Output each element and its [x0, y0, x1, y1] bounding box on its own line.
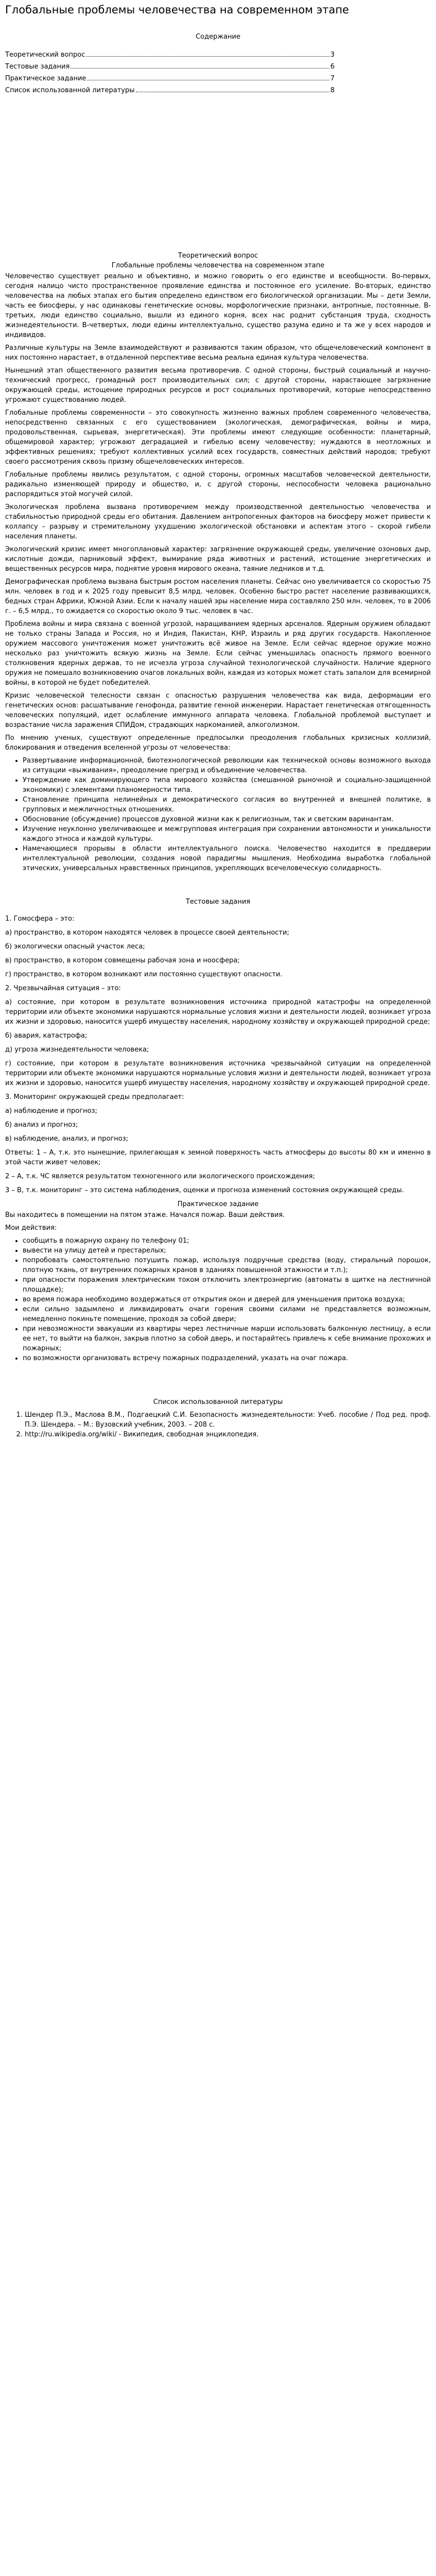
theory-subheading: Глобальные проблемы человечества на современном этапе [111, 262, 325, 269]
test-option: г) состояние, при котором в результате возникновения источника чрезвычайной ситуации на определенной территории или объекте экономики нарушаются нормальные условия жизни и деятельности людей, возникает угроза их жизни и здоровью, наносится ущерб имуществу населения, народному хозяйству и окружающей природной среде. [5, 1060, 431, 1087]
theory-paragraph: Демографическая проблема вызвана быстрым ростом населения планеты. Сейчас оно увеличивается со скоростью 75 млн. человек в год и к 2025 году превысит 8,5 млрд. человек. Особенно быстро растет население развивающихся, бедных стран Африки, Южной Азии. Если к началу нашей эры население мира составляло 250 млн. человек, то в 2006 г. – 6,5 млрд., то ожидается со скоростью около 9 тыс. человек в час. [5, 578, 431, 615]
test-answer: 3 – В, т.к. мониторинг – это система наблюдения, оценки и прогноза изменений состояния окружающей среды. [5, 1187, 404, 1194]
theory-paragraph: Различные культуры на Земле взаимодействуют и развиваются таким образом, что общечеловеческий компонент в них постоянно нарастает, в отдаленной перспективе весьма реальна единая культура человечества. [5, 344, 431, 362]
toc-item[interactable] [5, 73, 335, 84]
practice-intro: Вы находитесь в помещении на пятом этаже. Начался пожар. Ваши действия. [5, 1211, 285, 1219]
test-option: а) пространство, в котором находятся человек в процессе своей деятельности; [5, 929, 289, 937]
test-question: 2. Чрезвычайная ситуация – это: [5, 985, 121, 992]
toc-leader-dots [71, 67, 329, 69]
theory-paragraph: Глобальные проблемы явились результатом, с одной стороны, огромных масштабов человеческой деятельности, радикально изменяющей природу и общество, и, с другой стороны, неспособности человека рационально распорядиться этой могучей силой. [5, 471, 431, 498]
theory-bullet-list [5, 756, 431, 873]
toc-item[interactable] [5, 84, 335, 96]
practice-intro: Мои действия: [5, 1224, 57, 1232]
table-of-contents [5, 32, 431, 96]
theory-paragraph: Кризис человеческой телесности связан с опасностью разрушения человечества как вида, деформации его генетических основ: расшатывание генофонда, развитие генной инженерии. Нарастает генетическая отягощенность человеческих популяций, идет ослабление иммунного аппарата человека. Глобальной проблемой выступает и возрастание числа заражения СПИДом, страдающих наркоманией, алкоголизмом. [5, 692, 431, 729]
test-option: г) пространство, в котором возникают или постоянно существуют опасности. [5, 971, 283, 978]
theory-paragraph: Глобальные проблемы современности – это совокупность жизненно важных проблем современного человечества, непосредственно связанных с его существованием (экологическая, демографическая, войны и мира, продовольственная, сырьевая, энергетическая). Эти проблемы имеют следующие особенности: планетарный, общемировой характер; угрожают деградацией и гибелью всему человечеству; нуждаются в неотложных и эффективных решениях; требуют коллективных усилий всех государств, совместных действий народов; требуют своего рассмотрения сквозь призму общечеловеческих интересов. [5, 409, 431, 466]
tests-section [5, 897, 431, 1195]
list-item: • Становление принципа нелинейных и демократического согласия во внутренней и внешней политике, в групповых и межличностных отношениях. [23, 795, 431, 815]
test-option: в) наблюдение, анализ, и прогноз; [5, 1135, 129, 1143]
list-item[interactable]: 2. http://ru.wikipedia.org/wiki/ - Википедия, свободная энциклопедия. [25, 1430, 431, 1439]
list-item: • Развертывание информационной, биотехнологической революции как технической основы возможного выхода из ситуации «выживания», преодоление прегрэд и объединение человечества. [23, 756, 431, 775]
toc-heading: Содержание [196, 33, 240, 41]
toc-item-label[interactable]: Теоретический вопрос [5, 51, 85, 59]
theory-paragraph: Экологический кризис имеет многоплановый характер: загрязнение окружающей среды, увеличение озоновых дыр, кислотные дожди, парниковый эффект, вымирание ряда животных и растений, истощение энергетических и вещественных ресурсов мира, поднятие уровня мирового океана, таяние ледников и т.д. [5, 546, 431, 573]
test-option: б) анализ и прогноз; [5, 1121, 78, 1129]
test-option: в) пространство, в котором совмещены рабочая зона и ноосфера; [5, 957, 240, 964]
list-item: 1. Шендер П.Э., Маслова В.М., Подгаецкий С.И. Безопасность жизнедеятельности: Учеб. пособие / Под ред. проф. П.Э. Шендера. – М.: Вузовский учебник, 2003. – 208 с. [25, 1410, 431, 1430]
literature-heading: Список использованной литературы [153, 1398, 283, 1406]
theory-paragraph: Нынешний этап общественного развития весьма противоречив. С одной стороны, быстрый социальный и научно-технический прогресс, громадный рост производительных сил; с другой стороны, нарастающее загрязнение окружающей среды, истощение природных ресурсов и рост социальных противоречий, которые непосредственно угрожают существованию людей. [5, 367, 431, 404]
test-answer: 2 – А, т.к. ЧС является результатом техногенного или экологического происхождения; [5, 1173, 315, 1180]
toc-leader-dots [136, 91, 329, 92]
test-question: 3. Мониторинг окружающей среды предполагает: [5, 1093, 184, 1101]
test-option: д) угроза жизнедеятельности человека; [5, 1046, 149, 1054]
toc-item-page: 3 [330, 51, 335, 59]
list-item: • при невозможности эвакуации из квартиры через лестничные марши использовать балконную лестницу, а если ее нет, то выйти на балкон, закрыв плотно за собой дверь, и постарайтесь привлечь к себе внимание прохожих и пожарных; [23, 1324, 431, 1353]
toc-item-page: 6 [330, 63, 335, 71]
theory-paragraph: Проблема войны и мира связана с военной угрозой, наращиванием ядерных арсеналов. Ядерным оружием обладают не только страны Запада и Россия, но и Индия, Пакистан, КНР, Израиль и ряд других государств. Накопленное оружием массового уничтожения может уничтожить всё живое на Земле. Если сейчас ядерное оружие можно несколько раз уничтожить всякую жизнь на Земле. Если сейчас уменьшилась опасность прямого военного столкновения ядерных держав, то не исчезла угроза случайной технологической случайности. Наличие ядерного оружия не помешало возникновению очагов локальных войн, каждая из которых может стать запалом для всемирной войны, в которой не будет победителей. [5, 620, 431, 687]
list-item: • если сильно задымлено и ликвидировать очаги горения своими силами не представляется возможным, немедленно покиньте помещение, проходя за собой двери; [23, 1304, 431, 1324]
theory-paragraph: Экологическая проблема вызвана противоречием между производственной деятельностью человечества и стабильностью природной среды его обитания. Давлением антропогенных факторов на биосферу может привести к коллапсу – разрыву и стремительному ухудшению экологической обстановки и аспектам этого – скорой гибели населения планеты. [5, 503, 431, 540]
toc-list [5, 49, 335, 96]
toc-item-label[interactable]: Список использованной литературы [5, 87, 135, 94]
toc-leader-dots [87, 79, 329, 80]
test-option: а) наблюдение и прогноз; [5, 1107, 97, 1115]
practice-heading: Практическое задание [177, 1200, 259, 1208]
tests-heading: Тестовые задания [185, 898, 251, 906]
test-option: б) авария, катастрофа; [5, 1032, 88, 1040]
list-item: • Утверждение как доминирующего типа мирового хозяйства (смешанной рыночной и социально-защищенной экономики) с элементами планомерности типа. [23, 775, 431, 795]
toc-item[interactable] [5, 61, 335, 73]
page-break-space [5, 96, 431, 251]
theory-paragraph: По мнению ученых, существуют определенные предпосылки преодоления глобальных кризисных коллизий, блокирования и отведения вселенной угрозы от человечества: [5, 734, 431, 752]
theory-section [5, 251, 431, 873]
practice-action-list [5, 1236, 431, 1363]
list-item: • Обоснование (обсуждение) процессов духовной жизни как к религиозным, так и светским варинантам. [23, 815, 431, 824]
toc-leader-dots [86, 56, 329, 57]
literature-section [5, 1397, 431, 1439]
test-option: а) состояние, при котором в результате возникновения источника природной катастрофы на определенной территории или объекте экономики нарушаются нормальные условия жизни и деятельности людей, возникает угроза их жизни и здоровью, наносится ущерб имуществу населения, народному хозяйству и окружающей природной среде; [5, 998, 431, 1026]
list-item: • вывести на улицу детей и престарелых; [23, 1246, 431, 1256]
theory-paragraph: Человечество существует реально и объективно, и можно говорить о его единстве и всеобщности. Во-первых, сегодня налицо чисто пространственное проявление единства и постоянное его усиление. Во-вторых, единство человечества на любых этапах его бытия определено единством его биологической организации. Мы – дети Земли, часть ее биосферы, у нас одинаковы генетические основы, морфологические признаки, антропные, постоянные. В-третьих, люди единство социально, вышли из единого корня, всех нас роднит субстанция труда, сходность жизнедеятельности. В-четвертых, люди едины интеллектуально, существо разума едино и та же у всех народов и индивидов. [5, 273, 431, 339]
test-question: 1. Гомосфера – это: [5, 915, 75, 923]
toc-item-label[interactable]: Практическое задание [5, 75, 86, 82]
list-item: • попробовать самостоятельно потушить пожар, используя подручные средства (воду, стиральный порошок, плотную ткань, от внутренних пожарных кранов в зданиях повышенной этажности и т.п.); [23, 1256, 431, 1275]
list-item: • сообщить в пожарную охрану по телефону 01; [23, 1236, 431, 1246]
toc-item-page: 7 [330, 75, 335, 82]
page-title: Глобальные проблемы человечества на современном этапе [5, 4, 349, 16]
list-item: • Намечающиеся прорывы в области интеллектуального поиска. Человечество находится в преддверии интеллектуальной революции, создания новой парадигмы мышления. Необходима выработка глобальной этических, универсальных нравственных принципов, укрепляющих всечеловеческую солидарность. [23, 844, 431, 873]
page-break-space [5, 876, 431, 897]
theory-heading: Теоретический вопрос [178, 252, 258, 260]
page-break-space [5, 1366, 431, 1397]
toc-item-page: 8 [330, 87, 335, 94]
literature-list [5, 1410, 431, 1439]
practice-section [5, 1199, 431, 1363]
list-item: • Изучение неуклонно увеличивающее и межгрупповая интеграция при сохранении автономности и уникальности каждого этноса и каждой культуры. [23, 824, 431, 844]
test-option: б) экологически опасный участок леса; [5, 943, 145, 951]
list-item: • по возможности организовать встречу пожарных подразделений, указать на очаг пожара. [23, 1353, 431, 1363]
list-item: • во время пожара необходимо воздержаться от открытия окон и дверей для уменьшения притока воздуха; [23, 1295, 431, 1304]
toc-item[interactable] [5, 49, 335, 61]
test-answer: Ответы: 1 – А, т.к. это нынешние, прилегающая к земной поверхность часть атмосферы до высоты 80 км и именно в этой части живет человек; [5, 1149, 431, 1166]
toc-item-label[interactable]: Тестовые задания [5, 63, 70, 71]
list-item: • при опасности поражения электрическим током отключить электроэнергию (автоматы в щитке на лестничной площадке); [23, 1275, 431, 1295]
